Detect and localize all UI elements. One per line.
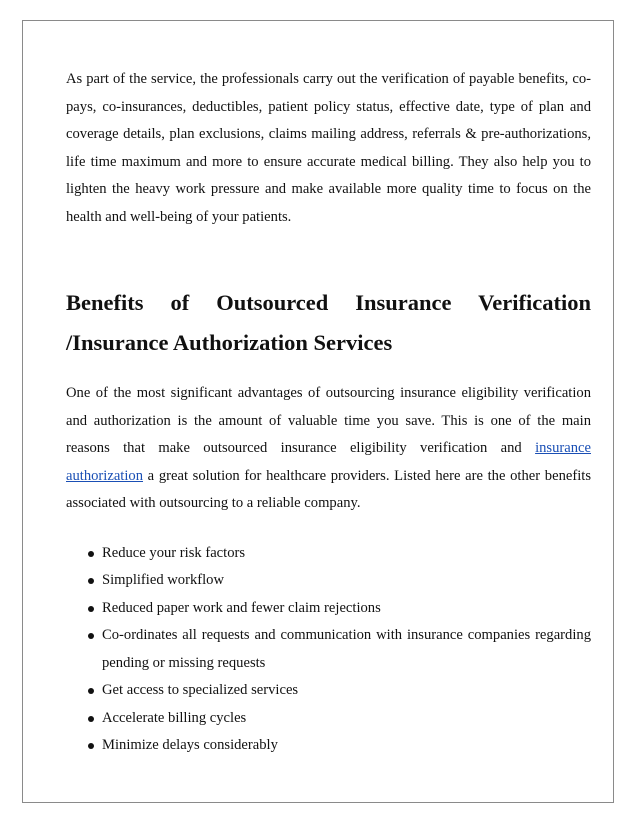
bullet-icon xyxy=(88,606,94,612)
list-item-text: Get access to specialized services xyxy=(102,682,299,698)
list-item-text: Reduce your risk factors xyxy=(102,544,246,561)
list-item xyxy=(88,677,591,705)
list-item xyxy=(88,705,591,733)
list-item-text: Minimize delays considerably xyxy=(102,737,278,753)
list-item xyxy=(88,732,591,760)
heading-line-1: Benefits of Outsourced Insurance Verification xyxy=(66,290,591,315)
paragraph-text-before-link: One of the most significant advantages of outsourcing insurance eligibility verification and authorization is the amount of valuable time you save. This is one of the main reasons that make outsourced insurance eligibility verification and xyxy=(66,385,591,456)
benefits-intro-paragraph xyxy=(66,380,591,518)
bullet-icon xyxy=(88,688,94,694)
list-item-text: Co-ordinates all requests and communication with insurance companies regarding pending or missing requests xyxy=(102,627,591,671)
heading-line-2: /Insurance Authorization Services xyxy=(66,330,393,355)
intro-paragraph: As part of the service, the professionals carry out the verification of payable benefits, co-pays, co-insurances, deductibles, patient policy status, effective date, type of plan and coverage details, plan exclusions, claims mailing address, referrals & pre-authorizations, life time maximum and more to ensure accurate medical billing. They also help you to lighten the heavy work pressure and make available more quality time to focus on the health and well-being of your patients. xyxy=(66,71,591,225)
list-item-text: Reduced paper work and fewer claim rejections xyxy=(102,599,381,616)
paragraph-text-after-link: a great solution for healthcare providers. Listed here are the other benefits associated with outsourcing to a reliable company. xyxy=(66,467,591,511)
bullet-icon xyxy=(88,551,94,557)
list-item xyxy=(88,540,591,568)
bullet-icon xyxy=(88,743,94,749)
list-item xyxy=(88,622,591,677)
bullet-icon xyxy=(88,633,94,639)
section-heading xyxy=(66,283,591,363)
benefits-list xyxy=(66,540,591,760)
list-item-text: Accelerate billing cycles xyxy=(102,709,247,726)
bullet-icon xyxy=(88,578,94,584)
document-content xyxy=(66,66,591,760)
list-item xyxy=(88,595,591,623)
list-item-text: Simplified workflow xyxy=(102,572,225,588)
bullet-icon xyxy=(88,716,94,722)
insurance-authorization-link[interactable]: insurance authorization xyxy=(66,440,591,484)
list-item xyxy=(88,567,591,595)
